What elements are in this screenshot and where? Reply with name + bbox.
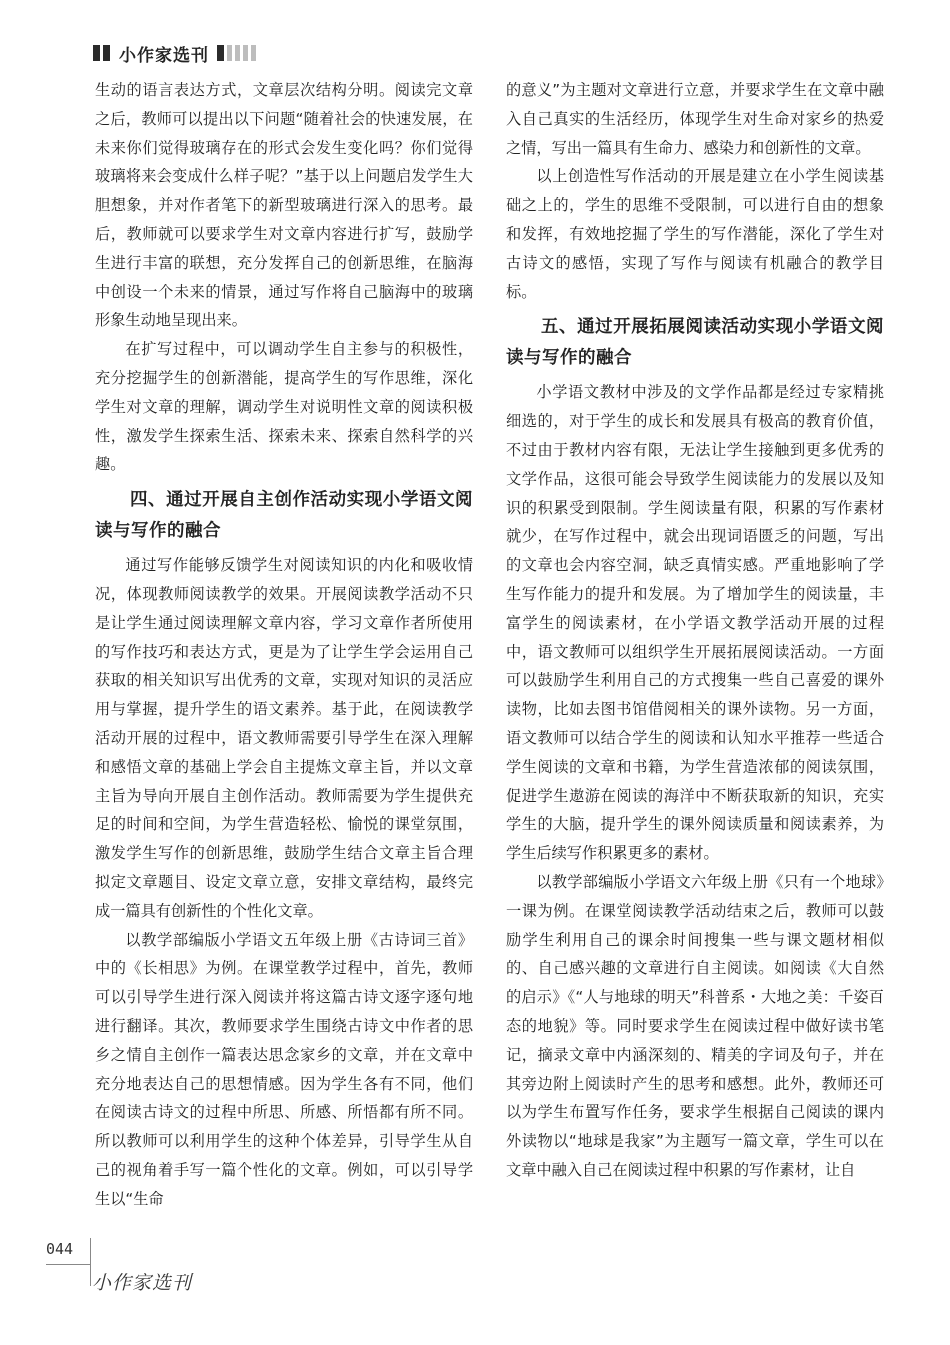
right-column xyxy=(506,76,884,1185)
footer-divider xyxy=(46,1264,90,1265)
right-paragraph-4: 以教学部编版小学语文六年级上册《只有一个地球》一课为例。在课堂阅读教学活动结束之后，教师可以鼓励学生利用自己的课余时间搜集一些与课文题材相似的、自己感兴趣的文章进行自主阅读。如阅读《大自然的启示》《“人与地球的明天”科普系・大地之美：千姿百态的地貌》等。同时要求学生在阅读过程中做好读书笔记，摘录文章中内涵深刻的、精美的字词及句子，并在其旁边附上阅读时产生的思考和感想。此外，教师还可以为学生布置写作任务，要求学生根据自己阅读的课内外读物以“地球是我家”为主题写一篇文章，学生可以在文章中融入自己在阅读过程中积累的写作素材，让自 xyxy=(506,872,884,1179)
footer-logo: 小作家选刊 xyxy=(92,1272,193,1294)
left-paragraph-1: 生动的语言表达方式，文章层次结构分明。阅读完文章之后，教师可以提出以下问题“随着社会的快速发展，在未来你们觉得玻璃存在的形式会发生变化吗？你们觉得玻璃将来会变成什么样子呢？”基于以上问题启发学生大胆想象，并对作者笔下的新型玻璃进行深入的思考。最后，教师就可以要求学生对文章内容进行扩写，鼓励学生进行丰富的联想，充分发挥自己的创新思维，在脑海中创设一个未来的情景，通过写作将自己脑海中的玻璃形象生动地呈现出来。 xyxy=(95,81,473,330)
right-paragraph-2: 以上创造性写作活动的开展是建立在小学生阅读基础之上的，学生的思维不受限制，可以进行自由的想象和发挥，有效地挖掘了学生的写作潜能，深化了学生对古诗文的感悟，实现了写作与阅读有机融合的教学目标。 xyxy=(506,167,884,301)
journal-title: 小作家选刊 xyxy=(119,45,209,66)
left-paragraph-3: 通过写作能够反馈学生对阅读知识的内化和吸收情况，体现教师阅读教学的效果。开展阅读教学活动不只是让学生通过阅读理解文章内容，学习文章作者所使用的写作技巧和表达方式，更是为了让学生学会运用自己获取的相关知识写出优秀的文章，实现对知识的灵活应用与掌握，提升学生的语文素养。基于此，在阅读教学活动开展的过程中，语文教师需要引导学生在深入理解和感悟文章的基础上学会自主提炼文章主旨，并以文章主旨为导向开展自主创作活动。教师需要为学生提供充足的时间和空间，为学生营造轻松、愉悦的课堂氛围，激发学生写作的创新思维，鼓励学生结合文章主旨合理拟定文章题目、设定文章立意，安排文章结构，最终完成一篇具有创新性的个性化文章。 xyxy=(95,556,473,920)
right-paragraph-3: 小学语文教材中涉及的文学作品都是经过专家精挑细选的，对于学生的成长和发展具有极高的教育价值，不过由于教材内容有限，无法让学生接触到更多优秀的文学作品，这很可能会导致学生阅读能力的发展以及知识的积累受到限制。学生阅读量有限，积累的写作素材就少，在写作过程中，就会出现词语匮乏的问题，写出的文章也会内容空洞，缺乏真情实感。严重地影响了学生写作能力的提升和发展。为了增加学生的阅读量，丰富学生的阅读素材，在小学语文教学活动开展的过程中，语文教师可以组织学生开展拓展阅读活动。一方面可以鼓励学生利用自己的方式搜集一些自己喜爱的课外读物，比如去图书馆借阅相关的课外读物。另一方面，语文教师可以结合学生的阅读和认知水平推荐一些适合学生阅读的文章和书籍，为学生营造浓郁的阅读氛围，促进学生遨游在阅读的海洋中不断获取新的知识，充实学生的大脑，提升学生的课外阅读质量和阅读素养，为学生后续写作积累更多的素材。 xyxy=(506,383,884,863)
page-number: 044 xyxy=(46,1240,74,1258)
left-column xyxy=(95,76,473,1213)
header-bars-right xyxy=(217,45,259,61)
section-4-heading: 四、通过开展自主创作活动实现小学语文阅读与写作的融合 xyxy=(95,490,473,542)
footer-vertical-divider xyxy=(90,1238,91,1286)
section-5-heading: 五、通过开展拓展阅读活动实现小学语文阅读与写作的融合 xyxy=(506,317,884,369)
header-bars-left xyxy=(93,45,113,61)
right-paragraph-1: 的意义”为主题对文章进行立意，并要求学生在文章中融入自己真实的生活经历，体现学生对生命对家乡的热爱之情，写出一篇具有生命力、感染力和创新性的文章。 xyxy=(506,81,884,157)
running-header xyxy=(93,40,259,66)
left-paragraph-4: 以教学部编版小学语文五年级上册《古诗词三首》中的《长相思》为例。在课堂教学过程中，首先，教师可以引导学生进行深入阅读并将这篇古诗文逐字逐句地进行翻译。其次，教师要求学生围绕古诗文中作者的思乡之情自主创作一篇表达思念家乡的文章，并在文章中充分地表达自己的思想情感。因为学生各有不同，他们在阅读古诗文的过程中所思、所感、所悟都有所不同。所以教师可以利用学生的这种个体差异，引导学生从自己的视角着手写一篇个性化的文章。例如，可以引导学生以“生命 xyxy=(95,930,473,1208)
left-paragraph-2: 在扩写过程中，可以调动学生自主参与的积极性，充分挖掘学生的创新潜能，提高学生的写作思维，深化学生对文章的理解，调动学生对说明性文章的阅读积极性，激发学生探索生活、探索未来、探索自然科学的兴趣。 xyxy=(95,340,473,474)
